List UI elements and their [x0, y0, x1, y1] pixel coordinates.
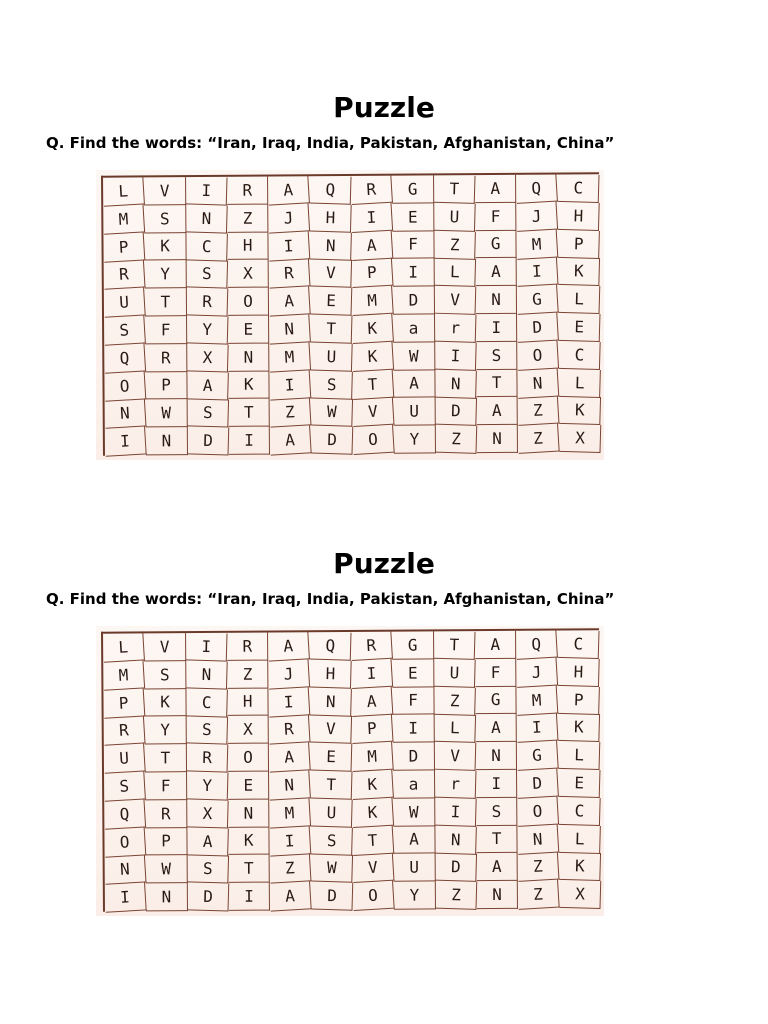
grid-letter: J: [268, 659, 311, 689]
grid-letter: D: [393, 287, 435, 315]
grid-letter: H: [227, 688, 269, 716]
grid-letter: U: [434, 658, 476, 687]
grid-letter: R: [186, 288, 228, 317]
grid-letter: K: [351, 797, 394, 827]
grid-letter: Z: [435, 881, 477, 910]
grid-letter: N: [186, 204, 228, 233]
grid-letter: S: [187, 855, 229, 884]
grid-letter: G: [475, 230, 517, 258]
grid-letter: P: [103, 688, 146, 718]
grid-letter: A: [269, 881, 312, 911]
grid-letter: N: [269, 770, 312, 800]
grid-letter: S: [476, 798, 518, 826]
grid-letter: F: [475, 203, 517, 231]
grid-letter: Q: [104, 343, 147, 373]
grid-letter: D: [435, 397, 477, 426]
grid-letter: X: [559, 424, 601, 453]
grid-letter: C: [186, 688, 228, 717]
grid-letter: Z: [435, 425, 477, 454]
word-search-image: [96, 626, 604, 916]
grid-letter: Z: [517, 852, 560, 882]
grid-letter: N: [310, 231, 352, 260]
grid-letter: N: [517, 824, 560, 854]
grid-letter: F: [145, 316, 187, 344]
grid-letter: A: [187, 827, 229, 856]
grid-letter: U: [394, 854, 436, 882]
grid-letter: I: [393, 259, 435, 287]
grid-letter: A: [268, 742, 311, 772]
grid-letter: V: [144, 633, 186, 661]
grid-letter: D: [311, 882, 353, 911]
grid-letter: I: [351, 202, 394, 232]
grid-letter: E: [558, 313, 600, 342]
grid-letter: T: [310, 315, 352, 344]
grid-letter: P: [351, 258, 394, 288]
grid-letter: Q: [309, 632, 351, 661]
grid-letter: I: [185, 632, 227, 661]
grid-letter: G: [392, 175, 434, 203]
grid-letter: I: [351, 658, 394, 688]
grid-letter: K: [228, 371, 270, 399]
grid-letter: T: [433, 175, 475, 204]
grid-letter: M: [103, 204, 146, 234]
grid-letter: V: [434, 742, 476, 771]
grid-letter: J: [516, 657, 559, 687]
grid-letter: T: [229, 399, 271, 427]
grid-letter: N: [104, 399, 147, 429]
grid-letter: D: [435, 853, 477, 882]
grid-letter: F: [145, 772, 187, 800]
grid-letter: E: [393, 203, 435, 231]
grid-letter: O: [517, 340, 560, 370]
grid-letter: I: [476, 314, 518, 342]
grid-letter: W: [311, 854, 353, 883]
page-title: Puzzle: [333, 91, 435, 124]
grid-letter: C: [557, 174, 599, 203]
grid-letter: L: [434, 258, 476, 287]
grid-letter: N: [186, 660, 228, 689]
grid-letter: X: [187, 799, 229, 828]
grid-letter: I: [269, 370, 312, 400]
grid-letter: K: [558, 257, 600, 286]
grid-letter: D: [311, 426, 353, 455]
grid-letter: D: [187, 427, 229, 456]
grid-letter: N: [269, 314, 312, 344]
grid-letter: N: [104, 855, 147, 885]
grid-letter: I: [104, 883, 147, 913]
grid-letter: M: [269, 798, 312, 828]
grid-letter: Y: [145, 717, 187, 745]
grid-letter: A: [268, 175, 311, 205]
grid-letter: M: [516, 685, 559, 715]
word-search-grid: [101, 172, 601, 455]
grid-letter: R: [103, 716, 146, 746]
grid-letter: I: [268, 687, 311, 717]
grid-letter: K: [351, 314, 394, 344]
grid-letter: I: [185, 176, 227, 205]
grid-letter: N: [435, 825, 477, 854]
grid-letter: Z: [517, 396, 560, 426]
grid-letter: U: [103, 744, 146, 774]
grid-letter: P: [558, 229, 600, 258]
grid-letter: S: [311, 370, 353, 399]
grid-letter: I: [516, 257, 559, 287]
grid-letter: O: [517, 796, 560, 826]
grid-letter: V: [434, 286, 476, 315]
grid-letter: N: [517, 368, 560, 398]
grid-letter: T: [433, 631, 475, 660]
grid-letter: K: [228, 827, 270, 855]
grid-letter: E: [228, 772, 270, 800]
grid-letter: M: [351, 742, 394, 772]
grid-letter: K: [351, 341, 394, 371]
grid-letter: P: [146, 828, 188, 856]
grid-letter: O: [104, 827, 147, 857]
grid-letter: Z: [434, 230, 476, 259]
grid-letter: R: [146, 800, 188, 828]
grid-letter: L: [434, 714, 476, 743]
grid-letter: D: [187, 883, 229, 912]
grid-letter: L: [102, 632, 145, 662]
grid-letter: O: [228, 288, 270, 316]
grid-letter: I: [435, 341, 477, 370]
grid-letter: Z: [269, 398, 312, 428]
grid-letter: r: [434, 770, 476, 799]
grid-letter: I: [516, 713, 559, 743]
grid-letter: F: [475, 659, 517, 687]
grid-letter: Q: [104, 799, 147, 829]
grid-letter: T: [145, 744, 187, 772]
grid-letter: M: [516, 229, 559, 259]
grid-letter: A: [477, 853, 519, 881]
grid-letter: M: [351, 286, 394, 316]
puzzle-section-1: [0, 88, 768, 451]
grid-letter: S: [103, 315, 146, 345]
grid-letter: R: [227, 177, 269, 205]
grid-letter: A: [268, 286, 311, 316]
grid-letter: S: [186, 260, 228, 289]
grid-letter: S: [145, 661, 187, 689]
grid-letter: A: [476, 258, 518, 286]
grid-letter: K: [559, 396, 601, 425]
grid-letter: U: [394, 398, 436, 426]
grid-letter: G: [475, 686, 517, 714]
grid-letter: Y: [145, 261, 187, 289]
grid-letter: M: [103, 660, 146, 690]
grid-letter: Q: [516, 629, 559, 659]
grid-letter: P: [103, 232, 146, 262]
grid-letter: N: [228, 799, 270, 827]
grid-letter: U: [311, 342, 353, 371]
grid-letter: R: [103, 260, 146, 290]
grid-letter: L: [102, 176, 145, 206]
grid-letter: S: [145, 205, 187, 233]
grid-letter: C: [559, 797, 601, 826]
grid-letter: K: [558, 713, 600, 742]
grid-letter: U: [103, 288, 146, 318]
grid-letter: a: [393, 314, 435, 342]
grid-letter: a: [393, 770, 435, 798]
grid-letter: A: [476, 714, 518, 742]
grid-letter: X: [559, 880, 601, 909]
grid-letter: K: [145, 689, 187, 717]
grid-letter: V: [144, 177, 186, 205]
grid-letter: X: [187, 343, 229, 372]
grid-letter: Z: [434, 686, 476, 715]
question-text: Q. Find the words: “Iran, Iraq, India, Pakistan, Afghanistan, China”: [46, 134, 615, 152]
grid-letter: F: [393, 231, 435, 259]
grid-letter: N: [146, 883, 188, 911]
grid-letter: Y: [394, 882, 436, 910]
grid-letter: T: [229, 855, 271, 883]
grid-letter: H: [310, 659, 352, 688]
grid-letter: A: [351, 230, 394, 260]
grid-letter: H: [310, 203, 352, 232]
grid-letter: Y: [394, 426, 436, 454]
grid-letter: R: [268, 259, 311, 289]
grid-letter: E: [310, 287, 352, 316]
grid-letter: V: [310, 259, 352, 288]
grid-letter: A: [269, 425, 312, 455]
grid-letter: G: [392, 631, 434, 659]
grid-letter: V: [352, 397, 395, 427]
grid-letter: N: [476, 742, 518, 770]
grid-letter: C: [559, 341, 601, 370]
puzzle-section-2: [0, 544, 768, 907]
grid-letter: W: [394, 342, 436, 370]
grid-letter: Z: [227, 204, 269, 232]
grid-letter: U: [311, 798, 353, 827]
grid-letter: U: [434, 202, 476, 231]
grid-letter: E: [558, 769, 600, 798]
grid-letter: I: [229, 883, 271, 911]
grid-letter: S: [311, 826, 353, 855]
grid-letter: O: [352, 881, 395, 911]
grid-letter: A: [475, 175, 517, 203]
grid-letter: S: [103, 771, 146, 801]
question-text: Q. Find the words: “Iran, Iraq, India, Pakistan, Afghanistan, China”: [46, 590, 615, 608]
grid-letter: N: [310, 687, 352, 716]
grid-letter: K: [559, 852, 601, 881]
grid-letter: P: [146, 372, 188, 400]
grid-letter: R: [350, 631, 393, 661]
grid-letter: S: [187, 399, 229, 428]
grid-letter: W: [146, 400, 188, 428]
grid-letter: E: [310, 743, 352, 772]
grid-letter: T: [352, 825, 395, 855]
grid-letter: G: [516, 741, 559, 771]
grid-letter: X: [228, 260, 270, 288]
grid-letter: A: [394, 370, 436, 398]
grid-letter: Q: [309, 176, 351, 205]
grid-letter: N: [476, 286, 518, 314]
grid-letter: D: [517, 312, 560, 342]
grid-letter: R: [350, 175, 393, 205]
grid-letter: S: [186, 716, 228, 745]
grid-letter: P: [558, 685, 600, 714]
grid-letter: I: [229, 427, 271, 455]
grid-letter: Z: [517, 424, 560, 454]
word-search-image: [96, 170, 604, 460]
grid-letter: L: [559, 824, 601, 853]
grid-letter: W: [146, 856, 188, 884]
grid-letter: Q: [516, 173, 559, 203]
grid-letter: D: [393, 743, 435, 771]
grid-letter: E: [393, 659, 435, 687]
grid-letter: I: [476, 770, 518, 798]
grid-letter: M: [269, 342, 312, 372]
grid-letter: L: [558, 741, 600, 770]
grid-letter: R: [268, 715, 311, 745]
grid-letter: E: [228, 316, 270, 344]
grid-letter: R: [227, 633, 269, 661]
grid-letter: O: [352, 425, 395, 455]
grid-letter: V: [310, 715, 352, 744]
grid-letter: Z: [227, 660, 269, 688]
grid-letter: N: [477, 881, 519, 909]
grid-letter: r: [434, 314, 476, 343]
grid-letter: K: [145, 233, 187, 261]
grid-letter: I: [104, 427, 147, 457]
grid-letter: V: [352, 853, 395, 883]
grid-letter: W: [394, 798, 436, 826]
grid-letter: Y: [186, 315, 228, 344]
grid-letter: G: [516, 285, 559, 315]
grid-letter: O: [228, 744, 270, 772]
grid-letter: C: [557, 630, 599, 659]
grid-letter: T: [476, 369, 518, 397]
grid-letter: K: [351, 770, 394, 800]
grid-letter: I: [435, 797, 477, 826]
grid-letter: H: [227, 232, 269, 260]
grid-letter: N: [228, 343, 270, 371]
grid-letter: N: [477, 425, 519, 453]
grid-letter: S: [476, 342, 518, 370]
grid-letter: H: [558, 202, 600, 231]
grid-letter: A: [351, 686, 394, 716]
grid-letter: A: [268, 631, 311, 661]
grid-letter: N: [435, 369, 477, 398]
grid-letter: T: [310, 771, 352, 800]
grid-letter: A: [394, 826, 436, 854]
grid-letter: Z: [269, 854, 312, 884]
grid-letter: T: [476, 825, 518, 853]
grid-letter: W: [311, 398, 353, 427]
grid-letter: C: [186, 232, 228, 261]
grid-letter: P: [351, 714, 394, 744]
grid-letter: R: [146, 344, 188, 372]
grid-letter: D: [517, 768, 560, 798]
grid-letter: F: [393, 687, 435, 715]
grid-letter: L: [558, 285, 600, 314]
grid-letter: Y: [186, 771, 228, 800]
grid-letter: I: [393, 715, 435, 743]
grid-letter: R: [186, 744, 228, 773]
word-search-grid: [101, 628, 601, 911]
grid-letter: H: [558, 658, 600, 687]
grid-letter: L: [559, 368, 601, 397]
grid-letter: A: [477, 397, 519, 425]
grid-letter: J: [516, 201, 559, 231]
page-title: Puzzle: [333, 547, 435, 580]
grid-letter: T: [352, 369, 395, 399]
grid-letter: I: [269, 826, 312, 856]
grid-letter: I: [268, 231, 311, 261]
grid-letter: A: [475, 631, 517, 659]
grid-letter: T: [145, 288, 187, 316]
grid-letter: X: [228, 716, 270, 744]
grid-letter: O: [104, 371, 147, 401]
grid-letter: A: [187, 371, 229, 400]
grid-letter: Z: [517, 880, 560, 910]
grid-letter: J: [268, 203, 311, 233]
grid-letter: N: [146, 427, 188, 455]
